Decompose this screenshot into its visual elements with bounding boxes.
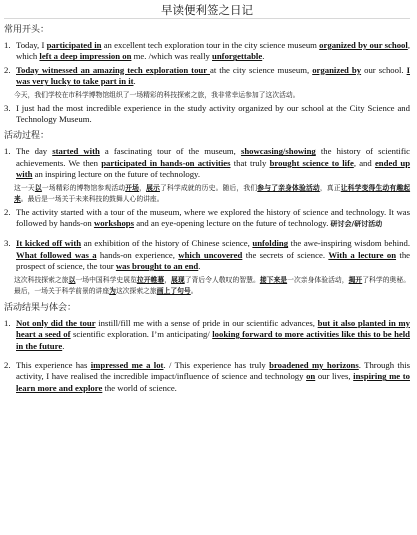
text: Today, I <box>16 40 47 50</box>
text: an inspiring lecture on the future of technology. <box>32 169 201 180</box>
item-text <box>16 207 410 231</box>
process-item-3 <box>4 238 410 272</box>
text: 一场精彩的博物馆参观活动 <box>41 183 126 192</box>
phrase: which uncovered <box>178 249 243 260</box>
phrase: participated in <box>46 40 102 50</box>
annotation-note: 研讨会/研讨活动 <box>330 220 383 229</box>
item-number: 3. <box>4 238 11 249</box>
text: . <box>262 51 265 62</box>
item-text <box>16 238 410 272</box>
text: an excellent tech exploration tour in the city science museum <box>101 40 320 50</box>
item-number: 2. <box>4 206 11 217</box>
section-process-heading: 活动过程： <box>4 131 50 142</box>
text: at the city science museum, <box>209 64 313 75</box>
phrase: 以 <box>68 275 76 284</box>
phrase: It kicked off with <box>16 238 82 249</box>
text: a fascinating tour of the museum, <box>99 146 241 157</box>
phrase: 参与了亲身体验活动 <box>257 183 320 192</box>
text: . <box>198 261 201 272</box>
text: scientific exploration. I’m anticipating/ <box>70 329 213 340</box>
item-text <box>16 40 410 63</box>
phrase: 拉开帷幕 <box>136 275 165 284</box>
phrase: 以 <box>34 183 42 192</box>
item-number: 3. <box>4 102 11 113</box>
phrase: but it also planted in my heart a seed of <box>16 317 410 340</box>
text: the prospect of science, the tour <box>16 249 411 272</box>
chinese-translation <box>14 275 410 297</box>
text: the history of scientific achievements. We then <box>16 146 410 168</box>
phrase: was brought to an end <box>115 261 199 272</box>
section-opening-heading: 常用开头： <box>4 25 50 35</box>
text: . / This experience has truly <box>163 359 270 370</box>
opening-item-1 <box>4 40 410 63</box>
text: , which <box>16 40 410 62</box>
text: the secrets of science. <box>242 249 329 260</box>
phrase: ended up with <box>16 157 411 180</box>
phrase: impressed me a lot <box>90 359 164 370</box>
phrase: left a deep impression on <box>39 51 132 62</box>
item-number: 1. <box>4 317 11 328</box>
text: , and <box>353 157 375 168</box>
phrase: workshops <box>93 218 135 229</box>
text: 了科学成就的历史。随后，我们 <box>159 183 258 192</box>
text: an exhibition of the history of Chinese science, <box>81 238 253 249</box>
phrase: on <box>306 371 316 382</box>
phrase: 为 <box>109 286 116 295</box>
phrase: I was very lucky to take part in it <box>16 64 410 87</box>
phrase: showcasing/showing <box>240 146 316 157</box>
item-text <box>16 360 410 394</box>
text: instill/fill me with a sense of pride in our scientific advances, <box>95 317 318 328</box>
item-number: 1. <box>4 40 11 50</box>
text: . <box>62 340 65 351</box>
phrase: organized by <box>312 64 362 75</box>
text: our lives, <box>315 371 354 382</box>
phrase: started with <box>52 146 100 157</box>
phrase: Today witnessed an amazing tech exploration tour <box>16 64 210 75</box>
text: 这一天 <box>14 183 35 192</box>
text: 了背后令人敬叹的智慧。 <box>184 275 260 284</box>
phrase: organized by our school <box>319 40 408 50</box>
phrase: 让科学变得生动有趣起来 <box>14 183 411 203</box>
phrase: looking forward to more activities like this to be held in the future <box>16 329 410 351</box>
phrase: broadened my horizons <box>269 359 359 370</box>
chinese-translation <box>14 183 410 205</box>
result-item-2 <box>4 360 410 394</box>
phrase: 画上了句号 <box>156 286 191 295</box>
item-text <box>16 65 410 88</box>
page-title: 早读便利签之日记 <box>4 2 410 19</box>
item-number: 2. <box>4 64 11 75</box>
text: and an eye-opening lecture on the future of technology. <box>134 218 329 229</box>
process-item-2 <box>4 207 410 231</box>
phrase: With a lecture on <box>328 249 397 260</box>
phrase: Not only did the tour <box>16 317 96 328</box>
page <box>0 2 417 535</box>
text: The day <box>16 146 53 157</box>
item-number: 1. <box>4 146 11 157</box>
chinese-translation: 今天，我们学校在市科学博物馆组织了一场精彩的科技探索之旅，我非常幸运参加了这次活动。 <box>14 90 300 99</box>
item-text: I just had the most incredible experience in the study activity organized by our school at the City Science and Technology Museum. <box>16 102 410 125</box>
text: This experience has <box>16 359 91 370</box>
text: that truly <box>230 157 270 168</box>
text: ， <box>164 275 172 284</box>
section-result-heading: 活动结果与体会： <box>4 302 77 313</box>
text: the awe-inspiring wisdom behind. <box>288 238 411 249</box>
text: 一次亲身体验活动， <box>287 275 349 284</box>
text: 这次科技探索之旅 <box>14 275 69 284</box>
phrase: 开场 <box>125 183 140 192</box>
text: 了科学的奥秘。最后，一场关于科学前景的讲座 <box>14 275 410 295</box>
phrase: 展示 <box>146 183 160 192</box>
phrase: What followed was a <box>16 249 97 260</box>
text: me. /which was really <box>131 51 213 62</box>
phrase: 接下来是 <box>259 275 288 284</box>
text: . <box>133 76 136 87</box>
text: 。 <box>190 286 198 295</box>
text: . Through this activity, I have realised the incredible impact/influence of science and technology <box>16 359 410 382</box>
phrase: participated in hands-on activities <box>101 157 231 168</box>
process-item-1 <box>4 146 410 180</box>
text: ， <box>139 183 147 192</box>
item-text <box>16 146 410 180</box>
result-item-1 <box>4 318 410 352</box>
text: ，真正 <box>319 183 341 192</box>
text: The activity started with a tour of the museum, where we explored the history of science and technology. It was followed by hands-on <box>16 206 410 229</box>
phrase: inspiring me to learn more and explore <box>16 371 410 393</box>
opening-item-2 <box>4 65 410 88</box>
phrase: brought science to life <box>269 157 354 168</box>
text: the world of science. <box>102 382 177 393</box>
text: our school. <box>361 64 407 75</box>
text: 。最后是一场关于未来科技的鼓舞人心的讲座。 <box>20 194 164 203</box>
opening-item-3 <box>4 103 410 126</box>
phrase: unforgettable <box>212 51 263 62</box>
phrase: 展现 <box>171 275 185 284</box>
item-number: 2. <box>4 359 11 370</box>
text: hands-on experience, <box>96 249 179 260</box>
phrase: 揭开 <box>348 275 363 284</box>
item-text <box>16 318 410 352</box>
text: 一场中国科学史展览 <box>75 275 137 284</box>
text: 这次探索之旅 <box>115 286 157 295</box>
phrase: unfolding <box>252 238 289 249</box>
